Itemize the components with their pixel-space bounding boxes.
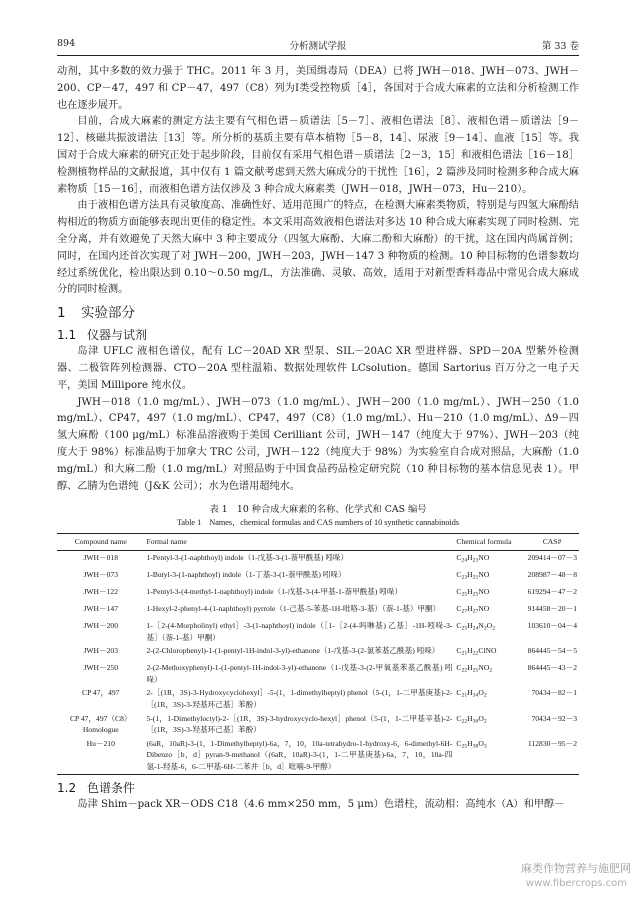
table-row	[57, 644, 579, 661]
compound-cell: CP 47，497（C8） Homologue	[69, 713, 132, 735]
compound-cell: JWH－073	[83, 569, 119, 579]
running-header	[57, 38, 579, 54]
journal-name: 分析测试学报	[289, 41, 347, 52]
formula-cell: $C_{27}H_{27}NO$	[456, 603, 490, 615]
section-title: 实验部分	[81, 305, 135, 322]
formal-name-cell: 2-(2-Chlorophenyl)-1-(1-pentyl-1H-indol-3-yl)-ethanone（1-戊基-3-(2-氯苯基乙酰基) 吲哚）	[146, 646, 440, 656]
table-row	[57, 585, 579, 602]
intro-paragraph-2: 目前，合成大麻素的测定方法主要有气相色谱－质谱法［5－7］、液相色谱法［8］、液相色谱－质谱法［9－12］、核磁共振波谱法［13］等。所分析的基质主要有草本植物［5－8，14］、尿液［9－14］、血液［15］等。我国对于合成大麻素的研究正处于起步阶段，目前仅有采用气相色谱－质谱法［2－3，15］和液相色谱法［16－18］检测植物样品的文献报道，其中仅有 1 篇文献考虑到天然大麻成分的干扰性［16］，2 篇涉及同时检测多种合成大麻素物质［15－16］，而液相色谱方法仅涉及 3 种合成大麻素类（JWH－018，JWH－073，Hu－210）。	[57, 116, 579, 195]
cannabinoid-table	[57, 533, 579, 774]
header-cas: CAS#	[525, 534, 579, 551]
page-number: 894	[57, 38, 76, 49]
cas-cell: 103610－04－4	[527, 620, 577, 630]
volume-label: 第 33 卷	[541, 41, 579, 52]
formula-cell: $C_{25}H_{25}NO$	[456, 586, 490, 598]
formal-name-cell: 2-(2-Methoxyphenyl)-1-(1-pentyl-1H-indol-3-yl)-ethanone（1-戊基-3-(2-甲氧基苯基乙酰基) 吲哚）	[146, 663, 453, 684]
formula-cell: $C_{21}H_{22}ClNO$	[456, 646, 497, 657]
formal-name-cell: 1-Butyl-3-(1-naphthoyl) indole（1-丁基-3-(1-萘甲酰基) 吲哚）	[146, 569, 346, 579]
watermark-url: www.fibercrops.com	[525, 878, 627, 889]
subsection-number: 1.1	[57, 328, 77, 343]
table-row	[57, 550, 579, 568]
subsection-heading-1-1	[57, 326, 579, 344]
formula-cell: $C_{23}H_{21}NO$	[456, 569, 490, 581]
formal-name-cell: 1-Pentyl-3-(1-naphthoyl) indole（1-戊基-3-(1-萘甲酰基) 吲哚）	[146, 552, 349, 562]
formal-name-cell: (6aR，10aR)-3-(1，1-Dimethylheptyl)-6a，7，10，10a-tetrahydro-1-hydroxy-6，6-dimethyl-6H-Dibenzo［b，d］pyran-9-methanol（(6aR，10aR)-3-(1，1-二甲基庚基)-6a，7，10，10a-四氢-1-羟基-6，6-二甲基-6H-二苯并［b，d］吡喃-9-甲醇）	[144, 737, 454, 774]
cas-cell: 208987－48－8	[527, 569, 577, 579]
section-heading-1	[57, 304, 579, 322]
watermark-text: 麻类作物营养与施肥网	[521, 862, 631, 875]
header-rule	[57, 55, 579, 56]
formal-name-cell: 1-Hexyl-2-phenyl-4-(1-naphthoyl) pyrrole（1-己基-5-苯基-1H-吡咯-3-基）（萘-1-基）甲酮）	[146, 603, 441, 613]
table-row	[57, 602, 579, 619]
table-caption-en: Table 1 Names，chemical formulas and CAS numbers of 10 synthetic cannabinoids	[176, 518, 460, 528]
compound-cell: JWH－018	[83, 552, 119, 562]
cas-cell: 70434－92－3	[531, 713, 577, 723]
formal-name-cell: 5-(1，1-Dimethyloctyl)-2-［(1R，3S)-3-hydroxycyclo-hexyl］phenol（5-(1，1-二甲基辛基)-2-［(1R，3S)-3-羟基环己基］苯酚）	[146, 713, 453, 735]
formula-cell: $C_{21}H_{34}O_2$	[456, 688, 487, 699]
compound-cell: JWH－122	[83, 586, 119, 596]
cas-cell: 864445－54－5	[527, 646, 577, 656]
compound-cell: JWH－203	[83, 646, 119, 656]
subsection-title: 仪器与试剂	[87, 328, 148, 343]
cas-cell: 112830－95－2	[525, 737, 579, 774]
instruments-paragraph: 岛津 UFLC 液相色谱仪，配有 LC－20AD XR 型泵、SIL－20AC XR 型进样器、SPD－20A 型紫外检测器、二极管阵列检测器、CTO－20A 型柱温箱、数据处理软件 LCsolution。德国 Sartorius 百万分之一电子天平，美国 Millipore 纯水仪。	[57, 346, 579, 391]
intro-paragraph-3: 由于液相色谱方法具有灵敏度高、准确性好、适用范围广的特点，在检测大麻素类物质，特别是与四氢大麻酚结构相近的物质方面能够表现出更佳的稳定性。本文采用高效液相色谱法对多达 10 种合成大麻素实现了同时检测、完全分离，并有效避免了天然大麻中 3 种主要成分（四氢大麻酚、大麻二酚和大麻酚）的干扰，这在国内尚属首例；同时，在国内还首次实现了对 JWH－200，JWH－203，JWH－147 3 种物质的检测。10 种目标物的色谱参数均经过系统优化，检出限达到 0.10～0.50 mg/L，方法准确、灵敏、高效，适用于对新型香料毒品中常见合成大麻成分的同时检测。	[57, 200, 579, 296]
formal-name-cell: 2-［(1R，3S)-3-Hydroxycyclohexyl］-5-(1，1-dimethylheptyl) phenol（5-(1，1-二甲基庚基)-2-［(1R，3S)-3-羟基环己基］苯酚）	[146, 688, 453, 709]
subsection-number: 1.2	[57, 780, 77, 795]
formula-cell: $C_{25}H_{38}O_3$	[454, 737, 525, 774]
table-caption-cn: 表 1 10 种合成大麻素的名称、化学式和 CAS 编号	[209, 504, 427, 516]
table-row	[57, 568, 579, 585]
subsection-title: 色谱条件	[87, 780, 136, 795]
formal-name-cell: 1-［2-(4-Morpholinyl) ethyl］-3-(1-naphthoyl) indole（［1-［2-(4-吗啉基) 乙基］-1H-吲哚-3-基］（萘-1-基）甲酮）	[146, 620, 453, 642]
formula-cell: $C_{25}H_{24}N_2O_2$	[456, 620, 495, 632]
table-body	[57, 550, 579, 774]
compound-cell: JWH－250	[83, 663, 119, 673]
cas-cell: 864445－43－2	[527, 663, 577, 673]
reagents-paragraph: JWH－018（1.0 mg/mL）、JWH－073（1.0 mg/mL）、JWH－200（1.0 mg/mL）、JWH－250（1.0 mg/mL）、CP47，497（1.0 mg/mL）、CP47，497（C8）（1.0 mg/mL）、Hu－210（1.0 mg/mL）、Δ9－四氢大麻酚（100 μg/mL）标准品溶液购于美国 Cerilliant 公司，JWH－147（纯度大于 97%）、JWH－203（纯度大于 98%）标准品购于加拿大 TRC 公司，JWH－122（纯度大于 98%）为实验室自合成对照品，大麻酚（1.0 mg/mL）和大麻二酚（1.0 mg/mL）对照品购于中国食品药品检定研究院（10 种目标物的基本信息见表 1）。甲醇、乙腈为色谱纯（J&K 公司）；水为色谱用超纯水。	[57, 396, 579, 492]
cas-cell: 914458－20－1	[527, 603, 577, 613]
formula-cell: $C_{24}H_{23}NO$	[456, 552, 490, 564]
table-row	[57, 619, 579, 644]
main-body	[57, 64, 579, 813]
cas-cell: 209414－07－3	[527, 552, 577, 562]
header-compound: Compound name	[57, 534, 144, 551]
compound-cell: JWH－200	[83, 620, 119, 630]
formal-name-cell: 1-Pentyl-3-(4-methyl-1-naphthoyl) indole（1-戊基-3-(4-甲基-1-萘甲酰基) 吲哚）	[146, 586, 403, 596]
formula-cell: $C_{22}H_{36}O_2$	[456, 713, 487, 724]
chromatography-paragraph: 岛津 Shim－pack XR－ODS C18（4.6 mm×250 mm，5 μm）色谱柱，流动相：高纯水（A）和甲醇－	[77, 798, 565, 810]
cas-cell: 619294－47－2	[527, 586, 577, 596]
compound-cell: JWH－147	[83, 603, 119, 613]
cas-cell: 70434－82－1	[531, 688, 577, 698]
table-row	[57, 712, 579, 737]
compound-cell: CP 47，497	[82, 688, 120, 698]
table-row	[57, 686, 579, 711]
compound-cell: Hu－210	[57, 737, 144, 774]
section-number: 1	[57, 305, 66, 322]
intro-paragraph-1: 动剂，其中多数的效力强于 THC。2011 年 3 月，美国缉毒局（DEA）已将 JWH－018、JWH－073、JWH－200、CP－47，497 和 CP－47，497（C8）列为Ⅰ类受控物质［4］，各国对于合成大麻素的立法和分析检测工作也在逐步展开。	[57, 66, 579, 111]
header-formal-name: Formal name	[144, 534, 454, 551]
table-row	[57, 661, 579, 686]
table-row	[57, 737, 579, 774]
subsection-heading-1-2	[57, 779, 579, 797]
formula-cell: $C_{22}H_{25}NO_2$	[456, 663, 493, 674]
header-chemical-formula: Chemical formula	[454, 534, 525, 551]
